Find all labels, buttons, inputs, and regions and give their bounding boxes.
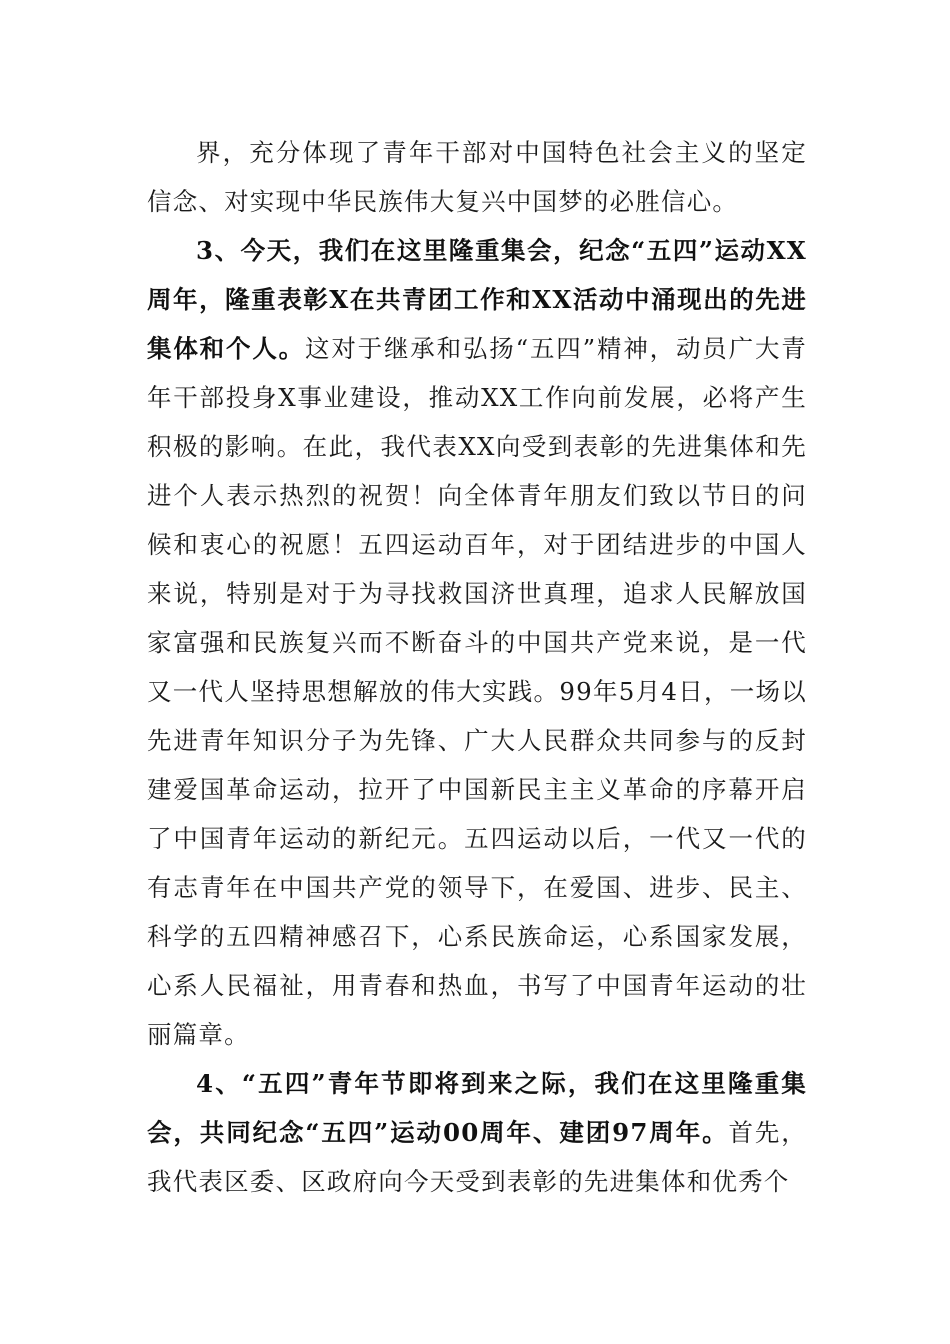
paragraph-bold-lead: 3、今天，我们在这里隆重集会，纪念“五四”运动XX周年，隆重表彰X在共青团工作和XX活动中涌现出的先进集体和个人。 <box>147 236 807 363</box>
document-body <box>147 128 807 1206</box>
paragraph-bold-lead: 4、“五四”青年节即将到来之际，我们在这里隆重集会，共同纪念“五四”运动00周年、建团97周年。 <box>147 1069 807 1147</box>
paragraph-text: 这对于继承和弘扬“五四”精神，动员广大青年干部投身X事业建设，推动XX工作向前发展，必将产生积极的影响。在此，我代表XX向受到表彰的先进集体和先进个人表示热烈的祝贺！向全体青年朋友们致以节日的问候和衷心的祝愿！五四运动百年，对于团结进步的中国人来说，特别是对于为寻找救国济世真理，追求人民解放国家富强和民族复兴而不断奋斗的中国共产党来说，是一代又一代人坚持思想解放的伟大实践。99年5月4日，一场以先进青年知识分子为先锋、广大人民群众共同参与的反封建爱国革命运动，拉开了中国新民主主义革命的序幕开启了中国青年运动的新纪元。五四运动以后，一代又一代的有志青年在中国共产党的领导下，在爱国、进步、民主、科学的五四精神感召下，心系民族命运，心系国家发展，心系人民福祉，用青春和热血，书写了中国青年运动的壮丽篇章。 <box>147 334 807 1049</box>
paragraph-text: 首先，我代表区委、区政府向今天受到表彰的先进集体和优秀个 <box>147 1118 807 1196</box>
paragraph-continuation <box>147 128 807 226</box>
paragraph-item-4 <box>147 1059 807 1206</box>
paragraph-text: 界，充分体现了青年干部对中国特色社会主义的坚定信念、对实现中华民族伟大复兴中国梦的必胜信心。 <box>147 138 807 216</box>
paragraph-item-3 <box>147 226 807 1059</box>
